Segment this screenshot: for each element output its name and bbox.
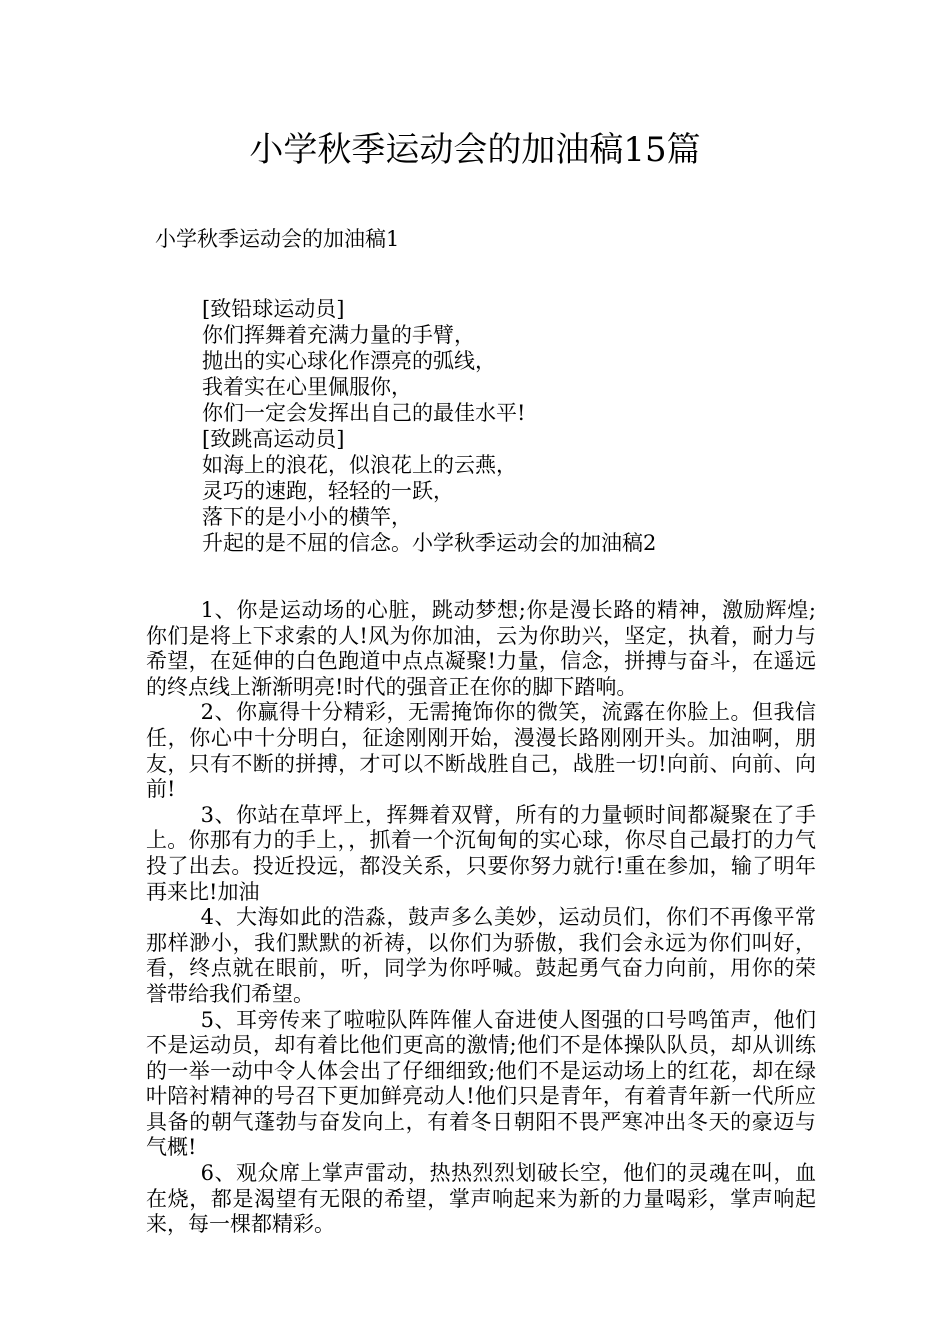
poem-line: 如海上的浪花，似浪花上的云燕，: [202, 453, 517, 477]
poem-line: 抛出的实心球化作漂亮的弧线，: [202, 349, 496, 373]
paragraph: 4、大海如此的浩淼，鼓声多么美妙，运动员们，你们不再像平常那样渺小，我们默默的祈祷，以你们为骄傲，我们会永远为你们叫好，看，终点就在眼前，听，同学为你呼喊。鼓起勇气奋力向前，用你的荣誉带给我们希望。: [146, 905, 816, 1006]
poem-line: 你们一定会发挥出自己的最佳水平!: [202, 401, 526, 425]
poem-line: 我着实在心里佩服你，: [202, 375, 412, 399]
paragraph: 3、你站在草坪上，挥舞着双臂，所有的力量顿时间都凝聚在了手上。你那有力的手上，，抓着一个沉甸甸的实心球，你尽自己最打的力气投了出去。投近投远，都没关系，只要你努力就行!重在参加，输了明年再来比!加油: [146, 802, 816, 904]
section-heading-1: 小学秋季运动会的加油稿1: [155, 227, 400, 251]
poem-line: 你们挥舞着充满力量的手臂，: [202, 323, 475, 347]
paragraph: 1、你是运动场的心脏，跳动梦想;你是漫长路的精神，激励辉煌;你们是将上下求索的人!风为你加油，云为你助兴，坚定，执着，耐力与希望，在延伸的白色跑道中点点凝聚!力量，信念，拼搏与奋斗，在遥远的终点线上渐渐明亮!时代的强音正在你的脚下踏响。: [146, 598, 816, 699]
poem-line: 升起的是不屈的信念。小学秋季运动会的加油稿2: [202, 531, 657, 555]
paragraph: 2、你赢得十分精彩，无需掩饰你的微笑，流露在你脸上。但我信任，你心中十分明白，征途刚刚开始，漫漫长路刚刚开头。加油啊，朋友，只有不断的拼搏，才可以不断战胜自己，战胜一切!向前、向前、向前!: [146, 700, 816, 802]
paragraph: 6、观众席上掌声雷动，热热烈烈划破长空，他们的灵魂在叫，血在烧，都是渴望有无限的希望，掌声响起来为新的力量喝彩，掌声响起来，每一棵都精彩。: [146, 1161, 816, 1237]
poem-block: [202, 296, 656, 556]
page-title: 小学秋季运动会的加油稿15篇: [249, 130, 701, 170]
poem-line: 落下的是小小的横竿，: [202, 505, 412, 529]
paragraph: 5、耳旁传来了啦啦队阵阵催人奋进使人图强的口号鸣笛声，他们不是运动员，却有着比他们更高的激情;他们不是体操队队员，却从训练的一举一动中令人体会出了仔细细致;他们不是运动场上的红花，却在绿叶陪衬精神的号召下更加鲜亮动人!他们只是青年，有着青年新一代所应具备的朝气蓬勃与奋发向上，有着冬日朝阳不畏严寒冲出冬天的豪迈与气概!: [146, 1007, 816, 1160]
poem-line: 灵巧的速跑，轻轻的一跃，: [202, 479, 454, 503]
poem-line: [致铅球运动员]: [202, 297, 345, 321]
body-text: [146, 598, 816, 1238]
poem-line: [致跳高运动员]: [202, 427, 345, 451]
